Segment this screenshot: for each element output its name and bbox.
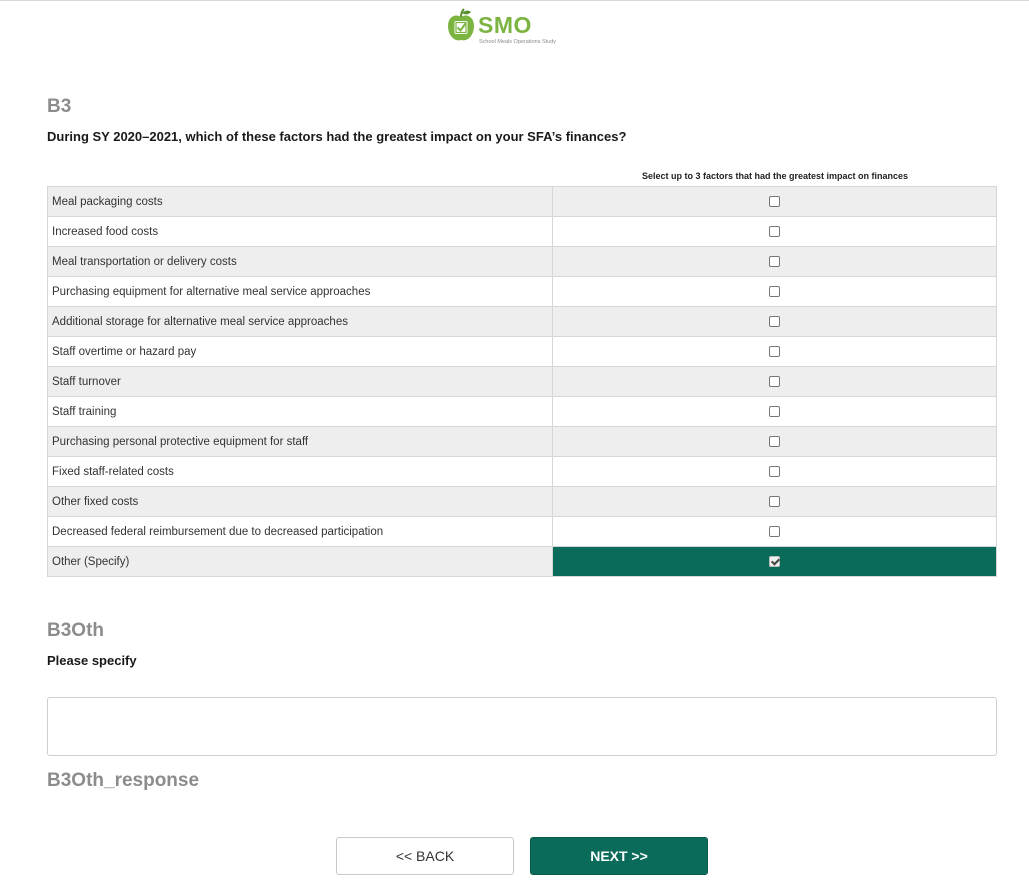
factor-label: Meal transportation or delivery costs: [48, 247, 553, 277]
factor-row[interactable]: [48, 187, 997, 217]
factor-checkbox-cell[interactable]: [553, 427, 997, 457]
factor-row[interactable]: [48, 397, 997, 427]
factor-checkbox[interactable]: [769, 466, 780, 477]
factor-checkbox-cell[interactable]: [553, 487, 997, 517]
factor-checkbox-cell[interactable]: [553, 367, 997, 397]
smo-logo: [446, 8, 586, 48]
factor-label: Meal packaging costs: [48, 187, 553, 217]
factor-checkbox-cell[interactable]: [553, 337, 997, 367]
factor-checkbox[interactable]: [769, 196, 780, 207]
factor-row[interactable]: [48, 307, 997, 337]
factor-checkbox-cell[interactable]: [553, 547, 997, 577]
factor-label: Other (Specify): [48, 547, 553, 577]
factor-row[interactable]: [48, 427, 997, 457]
factor-checkbox[interactable]: [769, 286, 780, 297]
factor-label: Staff overtime or hazard pay: [48, 337, 553, 367]
question-id-b3oth: B3Oth: [47, 620, 104, 641]
factor-label: Staff training: [48, 397, 553, 427]
factor-row[interactable]: [48, 547, 997, 577]
factor-label: Fixed staff-related costs: [48, 457, 553, 487]
question-id-b3: B3: [47, 96, 72, 117]
factor-row[interactable]: [48, 337, 997, 367]
factor-checkbox-cell[interactable]: [553, 457, 997, 487]
factor-label: Purchasing personal protective equipment for staff: [48, 427, 553, 457]
specify-text-input[interactable]: [47, 697, 997, 756]
apple-checkbox-icon: [446, 8, 476, 44]
factor-checkbox[interactable]: [769, 436, 780, 447]
factor-label: Staff turnover: [48, 367, 553, 397]
factor-checkbox[interactable]: [769, 526, 780, 537]
factor-checkbox-cell[interactable]: [553, 247, 997, 277]
factors-grid: [47, 186, 997, 577]
factor-label: Increased food costs: [48, 217, 553, 247]
factor-row[interactable]: [48, 517, 997, 547]
factor-label: Purchasing equipment for alternative meal service approaches: [48, 277, 553, 307]
top-divider: [0, 0, 1029, 1]
logo-subtitle: School Meals Operations Study: [479, 39, 557, 45]
question-text-b3oth: Please specify: [47, 653, 137, 668]
factor-checkbox-cell[interactable]: [553, 517, 997, 547]
factor-row[interactable]: [48, 277, 997, 307]
factor-row[interactable]: [48, 457, 997, 487]
logo-title: SMO: [478, 12, 532, 38]
factor-checkbox[interactable]: [769, 346, 780, 357]
factor-row[interactable]: [48, 487, 997, 517]
factor-checkbox-cell[interactable]: [553, 397, 997, 427]
factor-checkbox-cell[interactable]: [553, 307, 997, 337]
factor-row[interactable]: [48, 247, 997, 277]
back-button[interactable]: << BACK: [336, 837, 514, 875]
factor-label: Additional storage for alternative meal service approaches: [48, 307, 553, 337]
factor-row[interactable]: [48, 217, 997, 247]
factor-checkbox[interactable]: [769, 406, 780, 417]
question-text-b3: During SY 2020–2021, which of these factors had the greatest impact on your SFA’s finances?: [47, 129, 627, 144]
factor-checkbox[interactable]: [769, 316, 780, 327]
factor-checkbox[interactable]: [769, 556, 780, 567]
factor-checkbox-cell[interactable]: [553, 217, 997, 247]
response-field-label: B3Oth_response: [47, 770, 200, 791]
factor-checkbox[interactable]: [769, 256, 780, 267]
column-header: Select up to 3 factors that had the greatest impact on finances: [641, 171, 909, 181]
factor-checkbox-cell[interactable]: [553, 277, 997, 307]
factor-label: Decreased federal reimbursement due to decreased participation: [48, 517, 553, 547]
factor-label: Other fixed costs: [48, 487, 553, 517]
factor-checkbox[interactable]: [769, 496, 780, 507]
factor-checkbox[interactable]: [769, 226, 780, 237]
factor-row[interactable]: [48, 367, 997, 397]
factor-checkbox-cell[interactable]: [553, 187, 997, 217]
next-button[interactable]: NEXT >>: [530, 837, 708, 875]
factor-checkbox[interactable]: [769, 376, 780, 387]
